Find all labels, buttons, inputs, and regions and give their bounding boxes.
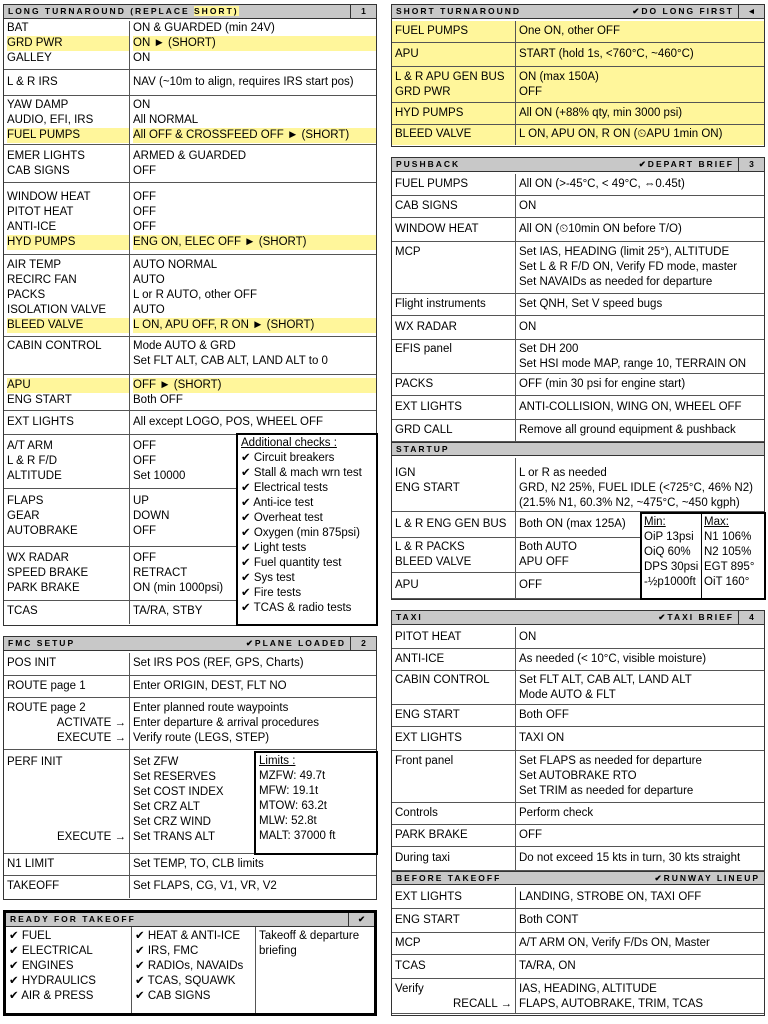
short-turnaround-section <box>391 4 765 147</box>
section-number: 2 <box>350 637 376 650</box>
ready-item: ✔ TCAS, SQUAWK <box>135 975 236 987</box>
row-label: FLAPS GEAR AUTOBRAKE <box>4 489 130 546</box>
row-value: UP DOWN OFF <box>133 495 170 537</box>
row-value: All ON (⏲10min ON before T/O) <box>519 223 682 235</box>
table-row <box>4 21 376 70</box>
table-row <box>392 705 764 727</box>
ready-column <box>6 927 132 1013</box>
row-label: POS INIT <box>4 653 130 675</box>
row-label: Verify RECALL → <box>392 979 516 1013</box>
section-number: 4 <box>738 611 764 624</box>
row-value: ON (max 150A) OFF <box>519 71 599 98</box>
row-label: YAW DAMP AUDIO, EFI, IRS FUEL PUMPS <box>4 96 130 144</box>
row-value: All ON (+88% qty, min 3000 psi) <box>519 107 683 119</box>
row-value: IAS, HEADING, ALTITUDE FLAPS, AUTOBRAKE, TRIM, TCAS <box>519 983 704 1010</box>
table-row <box>392 316 764 340</box>
ready-item: ✔ RADIOs, NAVAIDs <box>135 960 244 972</box>
table-row <box>392 671 764 705</box>
ready-column <box>132 927 256 1013</box>
section-header <box>6 913 374 927</box>
row-value: L ON, APU ON, R ON (⏲APU 1min ON) <box>519 128 723 140</box>
ready-item: Takeoff & departure <box>259 930 360 942</box>
section-header <box>392 611 764 625</box>
section-note: ✔PLANE LOADED <box>245 638 346 648</box>
row-label: EMER LIGHTS CAB SIGNS <box>4 145 130 182</box>
table-row <box>4 337 376 375</box>
subsection-title: BEFORE TAKEOFF <box>396 873 502 883</box>
row-value: NAV (~10m to align, requires IRS start pos) <box>133 76 354 88</box>
table-row <box>392 825 764 847</box>
limit-item: MZFW: 49.7t <box>259 770 326 782</box>
max-title: Max: <box>704 516 729 528</box>
row-label: WX RADAR SPEED BRAKE PARK BRAKE <box>4 547 130 600</box>
min-item: OiP 13psi <box>644 531 694 543</box>
ready-item: ✔ ELECTRICAL <box>9 945 93 957</box>
row-value: TA/RA, ON <box>519 960 576 972</box>
row-label: HYD PUMPS <box>392 103 516 124</box>
table-row <box>392 196 764 218</box>
section-header <box>392 5 764 19</box>
table-row <box>392 218 764 242</box>
row-value: Both AUTO APU OFF <box>519 541 577 568</box>
row-label: N1 LIMIT <box>4 854 130 875</box>
table-row <box>392 751 764 803</box>
row-label: ROUTE page 2 ACTIVATE → EXECUTE → <box>4 698 130 749</box>
row-value: Set IAS, HEADING (limit 25°), ALTITUDE Set L & R F/D ON, Verify FD mode, master Set NAVAIDs as needed for departure <box>519 246 738 288</box>
row-value: Enter planned route waypoints Enter departure & arrival procedures Verify route (LEGS, STEP) <box>133 702 320 744</box>
table-row <box>392 340 764 374</box>
fmc-setup-section <box>3 636 377 900</box>
row-label: ANTI-ICE <box>392 649 516 670</box>
row-label: BAT GRD PWR GALLEY <box>4 21 130 69</box>
check-item: ✔ Stall & mach wrn test <box>241 467 362 479</box>
row-value: Do not exceed 15 kts in turn, 30 kts straight <box>519 852 741 864</box>
row-label: L & R APU GEN BUS GRD PWR <box>392 67 516 102</box>
row-value: OFF ► (SHORT) Both OFF <box>130 375 376 410</box>
row-value: TA/RA, STBY <box>133 605 203 617</box>
check-item: ✔ Light tests <box>241 542 307 554</box>
row-label: During taxi <box>392 847 516 870</box>
section-title: FMC SETUP <box>8 638 76 648</box>
row-value: Set FLAPS as needed for departure Set AUTOBRAKE RTO Set TRIM as needed for departure <box>519 755 702 797</box>
table-row <box>4 145 376 183</box>
max-item: N1 106% <box>704 531 752 543</box>
row-label: PACKS <box>392 374 516 395</box>
table-row <box>392 174 764 196</box>
row-label: Controls <box>392 803 516 824</box>
limit-item: MLW: 52.8t <box>259 815 317 827</box>
check-item: ✔ Circuit breakers <box>241 452 335 464</box>
row-value: OFF OFF Set 10000 <box>133 440 186 482</box>
row-value: ANTI-COLLISION, WING ON, WHEEL OFF <box>519 401 742 413</box>
max-item: EGT 895° <box>704 561 755 573</box>
subsection-title: STARTUP <box>396 444 450 454</box>
table-row <box>392 887 764 909</box>
check-item: ✔ TCAS & radio tests <box>241 602 352 614</box>
row-label: APU <box>392 573 516 598</box>
row-label: L & R IRS <box>4 70 130 95</box>
startup-subheader <box>392 442 764 456</box>
table-row <box>392 396 764 420</box>
row-label: BLEED VALVE <box>392 125 516 145</box>
row-value: Set FLT ALT, CAB ALT, LAND ALT Mode AUTO & FLT <box>519 674 692 701</box>
before-takeoff-subheader <box>392 871 764 885</box>
table-row <box>392 627 764 649</box>
row-label: ENG START <box>392 909 516 932</box>
row-value: ARMED & GUARDED OFF <box>133 150 247 177</box>
ready-item: ✔ ENGINES <box>9 960 74 972</box>
section-title: READY FOR TAKEOFF <box>10 914 136 924</box>
row-value: All except LOGO, POS, WHEEL OFF <box>133 416 324 428</box>
ready-column <box>256 927 374 1013</box>
table-row <box>392 294 764 316</box>
table-row <box>392 803 764 825</box>
section-check: ✔ <box>348 913 374 926</box>
row-label: MCP <box>392 933 516 954</box>
ready-item: ✔ HYDRAULICS <box>9 975 96 987</box>
ready-item: ✔ FUEL <box>9 930 52 942</box>
row-label: TCAS <box>4 601 130 624</box>
row-value: ON All NORMAL All OFF & CROSSFEED OFF ► (SHORT) <box>130 96 376 144</box>
limits-box <box>254 751 378 855</box>
row-value: Mode AUTO & GRD Set FLT ALT, CAB ALT, LAND ALT to 0 <box>133 340 328 367</box>
table-row <box>4 70 376 96</box>
row-label: APU <box>392 43 516 66</box>
row-label: MCP <box>392 242 516 293</box>
row-label: FUEL PUMPS <box>392 174 516 195</box>
table-row <box>392 420 764 442</box>
check-item: ✔ Fire tests <box>241 587 302 599</box>
check-item: ✔ Fuel quantity test <box>241 557 342 569</box>
row-label: EXT LIGHTS <box>392 396 516 419</box>
row-label: IGN ENG START <box>392 458 516 511</box>
row-value: Set ZFW Set RESERVES Set COST INDEX Set CRZ ALT Set CRZ WIND Set TRANS ALT <box>133 756 224 843</box>
additional-checks-title: Additional checks : <box>241 437 337 449</box>
row-value: OFF OFF OFF ENG ON, ELEC OFF ► (SHORT) <box>130 183 376 254</box>
section-header <box>392 158 764 172</box>
row-value: Set FLAPS, CG, V1, VR, V2 <box>133 880 277 892</box>
check-item: ✔ Oxygen (min 875psi) <box>241 527 360 539</box>
min-item: -½p1000ft <box>644 576 696 588</box>
ready-item: ✔ IRS, FMC <box>135 945 199 957</box>
limit-item: MFW: 19.1t <box>259 785 319 797</box>
table-row <box>392 909 764 933</box>
section-note: ✔DO LONG FIRST <box>632 6 734 16</box>
row-value: Both OFF <box>519 709 569 721</box>
pushback-section <box>391 157 765 600</box>
row-value: ON & GUARDED (min 24V) ON ► (SHORT) ON <box>130 21 376 69</box>
row-value: A/T ARM ON, Verify F/Ds ON, Master <box>519 937 710 949</box>
table-row <box>392 43 764 67</box>
row-value: OFF (min 30 psi for engine start) <box>519 378 686 390</box>
row-label: ROUTE page 1 <box>4 676 130 697</box>
row-label: WINDOW HEAT PITOT HEAT ANTI-ICE HYD PUMPS <box>4 183 130 254</box>
row-label: AIR TEMP RECIRC FAN PACKS ISOLATION VALVE BLEED VALVE <box>4 255 130 336</box>
row-label: CAB SIGNS <box>392 196 516 217</box>
row-value: As needed (< 10°C, visible moisture) <box>519 653 707 665</box>
table-row <box>4 854 376 876</box>
row-label: CABIN CONTROL <box>392 671 516 704</box>
check-item: ✔ Electrical tests <box>241 482 328 494</box>
table-row <box>392 649 764 671</box>
ready-for-takeoff-section <box>3 910 377 1016</box>
table-row <box>392 21 764 43</box>
row-label: EFIS panel <box>392 340 516 373</box>
limit-item: MALT: 37000 ft <box>259 830 336 842</box>
section-title: SHORT TURNAROUND <box>396 6 522 16</box>
max-item: OiT 160° <box>704 576 750 588</box>
section-title: LONG TURNAROUND (REPLACE SHORT) <box>8 6 239 16</box>
row-label: L & R PACKS BLEED VALVE <box>392 538 516 572</box>
row-label: EXT LIGHTS <box>392 727 516 750</box>
ready-item: ✔ HEAT & ANTI-ICE <box>135 930 241 942</box>
section-header <box>4 5 376 19</box>
row-label: EXT LIGHTS <box>392 887 516 908</box>
table-row <box>392 125 764 145</box>
row-label: A/T ARM L & R F/D ALTITUDE <box>4 435 130 488</box>
row-value: L or R as needed GRD, N2 25%, FUEL IDLE (<725°C, 46% N2) (21.5% N1, 60.3% N2, ~475°C, ~450 kgph) <box>519 467 753 509</box>
row-value: Set IRS POS (REF, GPS, Charts) <box>133 657 304 669</box>
table-row <box>392 847 764 871</box>
row-label: APU ENG START <box>4 375 130 410</box>
row-label: TAKEOFF <box>4 876 130 898</box>
long-turnaround-section <box>3 4 377 626</box>
row-label: FUEL PUMPS <box>392 21 516 42</box>
row-label: WINDOW HEAT <box>392 218 516 241</box>
row-label: EXT LIGHTS <box>4 411 130 434</box>
section-number: 3 <box>738 158 764 171</box>
table-row <box>4 411 376 435</box>
row-value: Enter ORIGIN, DEST, FLT NO <box>133 680 287 692</box>
ready-item: ✔ AIR & PRESS <box>9 990 94 1002</box>
min-limits-box <box>640 512 702 600</box>
section-header <box>4 637 376 651</box>
section-title: TAXI <box>396 612 423 622</box>
row-value: OFF <box>519 829 542 841</box>
limit-item: MTOW: 63.2t <box>259 800 327 812</box>
row-label: Front panel <box>392 751 516 802</box>
table-row <box>392 374 764 396</box>
check-item: ✔ Overheat test <box>241 512 323 524</box>
table-row <box>392 979 764 1014</box>
min-title: Min: <box>644 516 666 528</box>
table-row <box>392 933 764 955</box>
row-value: OFF <box>519 579 542 591</box>
min-item: OiQ 60% <box>644 546 691 558</box>
row-value: One ON, other OFF <box>519 25 620 37</box>
limits-title: Limits : <box>259 755 296 767</box>
table-row <box>392 727 764 751</box>
row-value: TAXI ON <box>519 732 565 744</box>
row-label: PARK BRAKE <box>392 825 516 846</box>
section-title: PUSHBACK <box>396 159 461 169</box>
row-value: AUTO NORMAL AUTO L or R AUTO, other OFF AUTO L ON, APU OFF, R ON ► (SHORT) <box>130 255 376 336</box>
row-label: Flight instruments <box>392 294 516 315</box>
section-note: ✔TAXI BRIEF <box>658 612 734 622</box>
ready-item: briefing <box>259 945 297 957</box>
max-item: N2 105% <box>704 546 752 558</box>
row-value: Remove all ground equipment & pushback <box>519 424 736 436</box>
row-value: All ON (>-45°C, < 49°C, ⇔0.45t) <box>519 178 685 190</box>
table-row <box>392 242 764 294</box>
row-value: Both CONT <box>519 914 579 926</box>
check-item: ✔ Sys test <box>241 572 295 584</box>
check-item: ✔ Anti-ice test <box>241 497 314 509</box>
max-limits-box <box>701 512 766 600</box>
row-value: Perform check <box>519 807 594 819</box>
table-row <box>4 676 376 698</box>
taxi-section <box>391 610 765 1016</box>
ready-item: ✔ CAB SIGNS <box>135 990 211 1002</box>
table-row <box>4 375 376 411</box>
row-value: OFF RETRACT ON (min 1000psi) <box>133 552 224 594</box>
table-row <box>392 67 764 103</box>
row-value: Set TEMP, TO, CLB limits <box>133 858 264 870</box>
row-value: Set QNH, Set V speed bugs <box>519 298 663 310</box>
row-value: Both ON (max 125A) <box>519 518 626 530</box>
section-note: ✔DEPART BRIEF <box>638 159 734 169</box>
table-row <box>392 103 764 125</box>
row-label: L & R ENG GEN BUS <box>392 512 516 537</box>
table-row <box>392 458 764 512</box>
row-label: PERF INIT EXECUTE → <box>4 750 130 853</box>
table-row <box>4 653 376 676</box>
row-value: ON <box>519 321 537 333</box>
row-label: CABIN CONTROL <box>4 337 130 374</box>
row-value: ON <box>519 200 537 212</box>
table-row <box>4 96 376 145</box>
additional-checks-box <box>236 433 378 626</box>
row-value: Set DH 200 Set HSI mode MAP, range 10, TERRAIN ON <box>519 343 747 370</box>
table-row <box>392 955 764 979</box>
subsection-note: ✔RUNWAY LINEUP <box>654 873 760 883</box>
row-label: PITOT HEAT <box>392 627 516 648</box>
row-label: GRD CALL <box>392 420 516 441</box>
row-label: ENG START <box>392 705 516 726</box>
row-value: START (hold 1s, <760°C, ~460°C) <box>519 48 694 60</box>
section-number: 1 <box>350 5 376 18</box>
row-label: TCAS <box>392 955 516 978</box>
min-item: DPS 30psi <box>644 561 699 573</box>
row-value: ON <box>519 631 537 643</box>
row-label: WX RADAR <box>392 316 516 339</box>
table-row <box>4 876 376 898</box>
table-row <box>4 255 376 337</box>
table-row <box>4 698 376 750</box>
section-back-icon: ◄ <box>738 5 764 18</box>
row-value: LANDING, STROBE ON, TAXI OFF <box>519 891 702 903</box>
table-row <box>4 183 376 255</box>
